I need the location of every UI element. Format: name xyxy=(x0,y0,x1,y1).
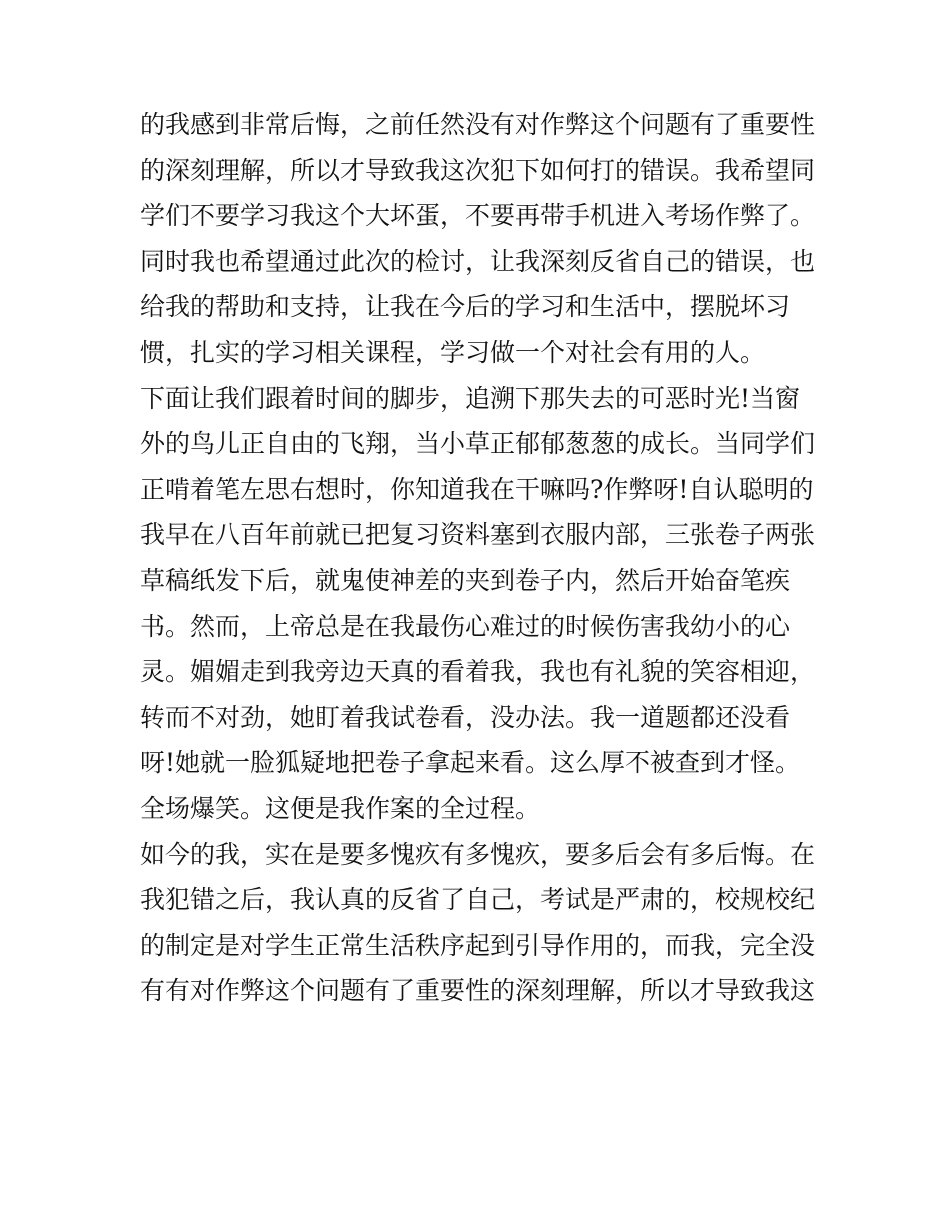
text-line: 书。然而，上帝总是在我最伤心难过的时候伤害我幼小的心 xyxy=(140,611,791,641)
text-line: 有有对作弊这个问题有了重要性的深刻理解，所以才导致我这 xyxy=(140,976,816,1006)
text-line: 我犯错之后，我认真的反省了自己，考试是严肃的，校规校纪 xyxy=(140,885,816,915)
text-line: 惯，扎实的学习相关课程，学习做一个对社会有用的人。 xyxy=(140,337,766,367)
text-line: 外的鸟儿正自由的飞翔，当小草正郁郁葱葱的成长。当同学们 xyxy=(140,429,816,459)
text-line: 给我的帮助和支持，让我在今后的学习和生活中，摆脱坏习 xyxy=(140,292,791,322)
text-line: 我早在八百年前就已把复习资料塞到衣服内部，三张卷子两张 xyxy=(140,520,816,550)
text-line: 呀!她就一脸狐疑地把卷子拿起来看。这么厚不被查到才怪。 xyxy=(140,748,801,778)
text-line: 全场爆笑。这便是我作案的全过程。 xyxy=(140,793,541,823)
text-line: 学们不要学习我这个大坏蛋，不要再带手机进入考场作弊了。 xyxy=(140,201,816,231)
document-body xyxy=(140,102,830,1014)
text-line: 下面让我们跟着时间的脚步，追溯下那失去的可恶时光!当窗 xyxy=(140,383,801,413)
text-line: 如今的我，实在是要多愧疚有多愧疚，要多后会有多后悔。在 xyxy=(140,839,816,869)
text-line: 同时我也希望通过此次的检讨，让我深刻反省自己的错误，也 xyxy=(140,246,816,276)
text-line: 的深刻理解，所以才导致我这次犯下如何打的错误。我希望同 xyxy=(140,155,816,185)
text-line: 转而不对劲，她盯着我试卷看，没办法。我一道题都还没看 xyxy=(140,702,791,732)
text-line: 的制定是对学生正常生活秩序起到引导作用的，而我，完全没 xyxy=(140,930,816,960)
text-line: 正啃着笔左思右想时，你知道我在干嘛吗?作弊呀!自认聪明的 xyxy=(140,474,814,504)
text-line: 草稿纸发下后，就鬼使神差的夹到卷子内，然后开始奋笔疾 xyxy=(140,565,791,595)
text-line: 灵。媚媚走到我旁边天真的看着我，我也有礼貌的笑容相迎， xyxy=(140,657,816,687)
text-line: 的我感到非常后悔，之前任然没有对作弊这个问题有了重要性 xyxy=(140,110,816,139)
